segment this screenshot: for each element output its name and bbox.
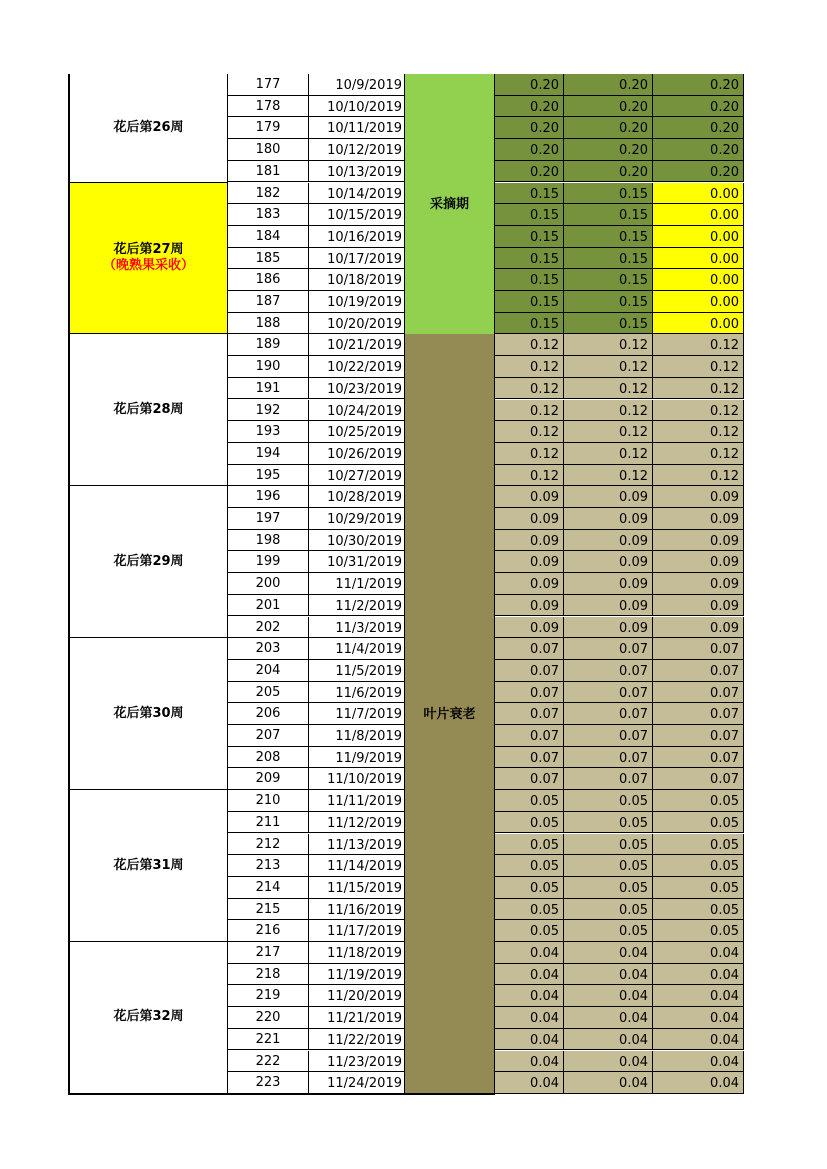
value-cell: 0.04	[564, 942, 653, 964]
day-number: 185	[228, 248, 309, 270]
date-cell: 10/21/2019	[309, 334, 404, 356]
value-cell: 0.15	[495, 226, 564, 248]
value-cell: 0.05	[653, 812, 744, 834]
value-cell: 0.05	[495, 812, 564, 834]
value-cell: 0.05	[495, 899, 564, 921]
day-number: 210	[228, 790, 309, 812]
value-cell: 0.00	[653, 291, 744, 313]
date-cell: 11/1/2019	[309, 573, 404, 595]
value-cell: 0.20	[495, 117, 564, 139]
date-cell: 10/31/2019	[309, 551, 404, 573]
value-cell: 0.12	[653, 356, 744, 378]
value-cell: 0.15	[564, 313, 653, 335]
day-number: 208	[228, 747, 309, 769]
value-cell: 0.15	[495, 183, 564, 205]
day-number: 215	[228, 899, 309, 921]
value-cell: 0.09	[653, 617, 744, 639]
date-cell: 10/18/2019	[309, 269, 404, 291]
date-cell: 11/24/2019	[309, 1072, 404, 1094]
value-cell: 0.07	[495, 682, 564, 704]
value-cell: 0.09	[495, 530, 564, 552]
value-cell: 0.12	[564, 356, 653, 378]
value-cell: 0.07	[564, 682, 653, 704]
value-cell: 0.15	[564, 269, 653, 291]
value-cell: 0.00	[653, 183, 744, 205]
date-cell: 11/19/2019	[309, 964, 404, 986]
value-cell: 0.05	[564, 790, 653, 812]
value-cell: 0.12	[564, 334, 653, 356]
table-bottom-border	[68, 1093, 495, 1095]
day-number: 191	[228, 378, 309, 400]
value-cell: 0.04	[653, 1007, 744, 1029]
value-cell: 0.20	[495, 96, 564, 118]
value-cell: 0.12	[495, 334, 564, 356]
value-cell: 0.05	[495, 855, 564, 877]
day-number: 207	[228, 725, 309, 747]
day-number: 189	[228, 334, 309, 356]
day-number: 206	[228, 703, 309, 725]
day-number: 222	[228, 1051, 309, 1073]
value-cell: 0.04	[495, 1007, 564, 1029]
value-cell: 0.07	[564, 703, 653, 725]
value-cell: 0.09	[653, 551, 744, 573]
day-number: 196	[228, 486, 309, 508]
week-note: （晚熟果采收）	[102, 257, 194, 273]
date-cell: 11/14/2019	[309, 855, 404, 877]
value-cell: 0.04	[564, 964, 653, 986]
day-number: 194	[228, 443, 309, 465]
value-cell: 0.09	[495, 573, 564, 595]
value-cell: 0.15	[564, 291, 653, 313]
value-cell: 0.00	[653, 313, 744, 335]
value-cell: 0.20	[495, 74, 564, 96]
day-number: 203	[228, 638, 309, 660]
date-cell: 11/3/2019	[309, 617, 404, 639]
value-cell: 0.09	[495, 617, 564, 639]
value-cell: 0.09	[495, 595, 564, 617]
value-cell: 0.09	[564, 617, 653, 639]
value-cell: 0.12	[495, 421, 564, 443]
day-number: 184	[228, 226, 309, 248]
day-number: 179	[228, 117, 309, 139]
date-cell: 11/12/2019	[309, 812, 404, 834]
value-cell: 0.12	[495, 443, 564, 465]
day-number: 181	[228, 161, 309, 183]
day-number: 197	[228, 508, 309, 530]
value-cell: 0.07	[653, 660, 744, 682]
week-cell	[68, 942, 228, 1094]
value-cell: 0.04	[495, 964, 564, 986]
day-number: 192	[228, 400, 309, 422]
value-cell: 0.12	[653, 400, 744, 422]
value-cell: 0.04	[564, 1007, 653, 1029]
week-label: 花后第27周	[113, 241, 184, 257]
date-cell: 11/16/2019	[309, 899, 404, 921]
value-cell: 0.12	[495, 465, 564, 487]
value-cell: 0.07	[495, 747, 564, 769]
value-cell: 0.09	[653, 530, 744, 552]
value-cell: 0.20	[495, 161, 564, 183]
date-cell: 11/20/2019	[309, 985, 404, 1007]
week-cell	[68, 74, 228, 183]
value-cell: 0.05	[564, 812, 653, 834]
day-number: 190	[228, 356, 309, 378]
value-cell: 0.12	[495, 400, 564, 422]
value-cell: 0.00	[653, 269, 744, 291]
value-cell: 0.07	[653, 703, 744, 725]
stage-label: 采摘期	[429, 196, 469, 212]
value-cell: 0.15	[495, 269, 564, 291]
day-number: 221	[228, 1029, 309, 1051]
week-cell	[68, 790, 228, 942]
value-cell: 0.07	[564, 725, 653, 747]
value-cell: 0.09	[495, 508, 564, 530]
date-cell: 11/4/2019	[309, 638, 404, 660]
value-cell: 0.15	[564, 183, 653, 205]
value-cell: 0.04	[495, 1051, 564, 1073]
date-cell: 10/29/2019	[309, 508, 404, 530]
week-label: 花后第31周	[113, 857, 184, 873]
day-number: 214	[228, 877, 309, 899]
value-cell: 0.15	[495, 313, 564, 335]
value-cell: 0.20	[564, 117, 653, 139]
date-cell: 10/10/2019	[309, 96, 404, 118]
day-number: 216	[228, 920, 309, 942]
date-cell: 10/9/2019	[309, 74, 404, 96]
value-cell: 0.00	[653, 248, 744, 270]
value-cell: 0.09	[653, 595, 744, 617]
day-number: 212	[228, 834, 309, 856]
value-cell: 0.09	[564, 486, 653, 508]
week-label: 花后第28周	[113, 401, 184, 417]
date-cell: 11/9/2019	[309, 747, 404, 769]
value-cell: 0.05	[653, 855, 744, 877]
day-number: 213	[228, 855, 309, 877]
day-number: 195	[228, 465, 309, 487]
value-cell: 0.12	[495, 356, 564, 378]
value-cell: 0.12	[564, 443, 653, 465]
value-cell: 0.05	[564, 877, 653, 899]
day-number: 201	[228, 595, 309, 617]
date-cell: 10/26/2019	[309, 443, 404, 465]
value-cell: 0.09	[653, 508, 744, 530]
date-cell: 11/23/2019	[309, 1051, 404, 1073]
value-cell: 0.05	[653, 790, 744, 812]
value-cell: 0.15	[564, 204, 653, 226]
value-cell: 0.12	[564, 421, 653, 443]
stage-cell	[404, 74, 495, 334]
day-number: 180	[228, 139, 309, 161]
date-cell: 10/23/2019	[309, 378, 404, 400]
value-cell: 0.09	[564, 573, 653, 595]
value-cell: 0.07	[495, 768, 564, 790]
date-cell: 11/8/2019	[309, 725, 404, 747]
value-cell: 0.04	[495, 1029, 564, 1051]
value-cell: 0.12	[653, 378, 744, 400]
day-number: 200	[228, 573, 309, 595]
day-number: 188	[228, 313, 309, 335]
value-cell: 0.04	[653, 964, 744, 986]
value-cell: 0.04	[653, 985, 744, 1007]
value-cell: 0.09	[564, 595, 653, 617]
value-cell: 0.05	[495, 834, 564, 856]
date-cell: 11/17/2019	[309, 920, 404, 942]
value-cell: 0.07	[653, 682, 744, 704]
date-cell: 10/28/2019	[309, 486, 404, 508]
day-number: 199	[228, 551, 309, 573]
date-cell: 11/22/2019	[309, 1029, 404, 1051]
value-cell: 0.04	[495, 1072, 564, 1094]
value-cell: 0.04	[653, 1072, 744, 1094]
value-cell: 0.05	[495, 790, 564, 812]
value-cell: 0.09	[564, 551, 653, 573]
date-cell: 10/12/2019	[309, 139, 404, 161]
value-cell: 0.12	[653, 334, 744, 356]
value-cell: 0.05	[564, 920, 653, 942]
value-cell: 0.07	[495, 660, 564, 682]
value-cell: 0.07	[653, 638, 744, 660]
value-cell: 0.04	[495, 985, 564, 1007]
day-number: 182	[228, 183, 309, 205]
value-cell: 0.04	[564, 985, 653, 1007]
day-number: 193	[228, 421, 309, 443]
value-cell: 0.07	[495, 638, 564, 660]
date-cell: 11/6/2019	[309, 682, 404, 704]
value-cell: 0.00	[653, 204, 744, 226]
day-number: 198	[228, 530, 309, 552]
value-cell: 0.05	[495, 877, 564, 899]
date-cell: 11/5/2019	[309, 660, 404, 682]
value-cell: 0.07	[653, 747, 744, 769]
day-number: 186	[228, 269, 309, 291]
day-number: 177	[228, 74, 309, 96]
week-cell	[68, 183, 228, 335]
value-cell: 0.20	[653, 74, 744, 96]
value-cell: 0.05	[564, 855, 653, 877]
date-cell: 10/22/2019	[309, 356, 404, 378]
value-cell: 0.04	[653, 1029, 744, 1051]
value-cell: 0.05	[653, 834, 744, 856]
date-cell: 10/20/2019	[309, 313, 404, 335]
value-cell: 0.12	[564, 465, 653, 487]
value-cell: 0.12	[653, 421, 744, 443]
day-number: 209	[228, 768, 309, 790]
value-cell: 0.15	[495, 291, 564, 313]
date-cell: 11/10/2019	[309, 768, 404, 790]
value-cell: 0.20	[564, 74, 653, 96]
day-number: 178	[228, 96, 309, 118]
date-cell: 10/24/2019	[309, 400, 404, 422]
day-number: 204	[228, 660, 309, 682]
value-cell: 0.09	[653, 573, 744, 595]
value-cell: 0.20	[653, 96, 744, 118]
value-cell: 0.04	[653, 1051, 744, 1073]
value-cell: 0.07	[564, 768, 653, 790]
value-cell: 0.07	[564, 660, 653, 682]
value-cell: 0.12	[564, 400, 653, 422]
week-label: 花后第30周	[113, 705, 184, 721]
date-cell: 11/2/2019	[309, 595, 404, 617]
date-cell: 11/13/2019	[309, 834, 404, 856]
value-cell: 0.20	[653, 117, 744, 139]
value-cell: 0.04	[653, 942, 744, 964]
value-cell: 0.20	[564, 139, 653, 161]
date-cell: 10/30/2019	[309, 530, 404, 552]
value-cell: 0.09	[653, 486, 744, 508]
date-cell: 10/17/2019	[309, 248, 404, 270]
value-cell: 0.07	[564, 638, 653, 660]
value-cell: 0.05	[653, 920, 744, 942]
value-cell: 0.20	[653, 139, 744, 161]
value-cell: 0.05	[495, 920, 564, 942]
value-cell: 0.09	[564, 508, 653, 530]
day-number: 219	[228, 985, 309, 1007]
value-cell: 0.05	[564, 834, 653, 856]
value-cell: 0.05	[653, 899, 744, 921]
value-cell: 0.04	[564, 1051, 653, 1073]
date-cell: 10/16/2019	[309, 226, 404, 248]
value-cell: 0.15	[495, 204, 564, 226]
date-cell: 10/14/2019	[309, 183, 404, 205]
value-cell: 0.07	[495, 703, 564, 725]
date-cell: 10/15/2019	[309, 204, 404, 226]
day-number: 217	[228, 942, 309, 964]
value-cell: 0.04	[564, 1072, 653, 1094]
value-cell: 0.20	[564, 96, 653, 118]
value-cell: 0.12	[653, 443, 744, 465]
value-cell: 0.04	[564, 1029, 653, 1051]
date-cell: 11/21/2019	[309, 1007, 404, 1029]
value-cell: 0.15	[495, 248, 564, 270]
date-cell: 10/25/2019	[309, 421, 404, 443]
date-cell: 11/11/2019	[309, 790, 404, 812]
value-cell: 0.20	[495, 139, 564, 161]
day-number: 220	[228, 1007, 309, 1029]
value-cell: 0.00	[653, 226, 744, 248]
week-cell	[68, 334, 228, 486]
date-cell: 10/11/2019	[309, 117, 404, 139]
week-cell	[68, 638, 228, 790]
date-cell: 11/15/2019	[309, 877, 404, 899]
value-cell: 0.12	[495, 378, 564, 400]
value-cell: 0.09	[564, 530, 653, 552]
date-cell: 10/13/2019	[309, 161, 404, 183]
value-cell: 0.15	[564, 248, 653, 270]
value-cell: 0.05	[564, 899, 653, 921]
day-number: 211	[228, 812, 309, 834]
value-cell: 0.12	[564, 378, 653, 400]
value-cell: 0.07	[653, 768, 744, 790]
week-label: 花后第32周	[113, 1009, 184, 1025]
day-number: 223	[228, 1072, 309, 1094]
value-cell: 0.07	[653, 725, 744, 747]
value-cell: 0.20	[564, 161, 653, 183]
value-cell: 0.15	[564, 226, 653, 248]
value-cell: 0.07	[564, 747, 653, 769]
value-cell: 0.05	[653, 877, 744, 899]
date-cell: 10/27/2019	[309, 465, 404, 487]
stage-cell	[404, 334, 495, 1094]
value-cell: 0.04	[495, 942, 564, 964]
day-number: 218	[228, 964, 309, 986]
value-cell: 0.20	[653, 161, 744, 183]
value-cell: 0.09	[495, 551, 564, 573]
date-cell: 11/7/2019	[309, 703, 404, 725]
stage-label: 叶片衰老	[423, 706, 476, 722]
day-number: 205	[228, 682, 309, 704]
date-cell: 10/19/2019	[309, 291, 404, 313]
week-label: 花后第26周	[113, 119, 184, 135]
value-cell: 0.09	[495, 486, 564, 508]
value-cell: 0.07	[495, 725, 564, 747]
day-number: 187	[228, 291, 309, 313]
day-number: 183	[228, 204, 309, 226]
day-number: 202	[228, 617, 309, 639]
date-cell: 11/18/2019	[309, 942, 404, 964]
week-label: 花后第29周	[113, 553, 184, 569]
value-cell: 0.12	[653, 465, 744, 487]
week-cell	[68, 486, 228, 638]
